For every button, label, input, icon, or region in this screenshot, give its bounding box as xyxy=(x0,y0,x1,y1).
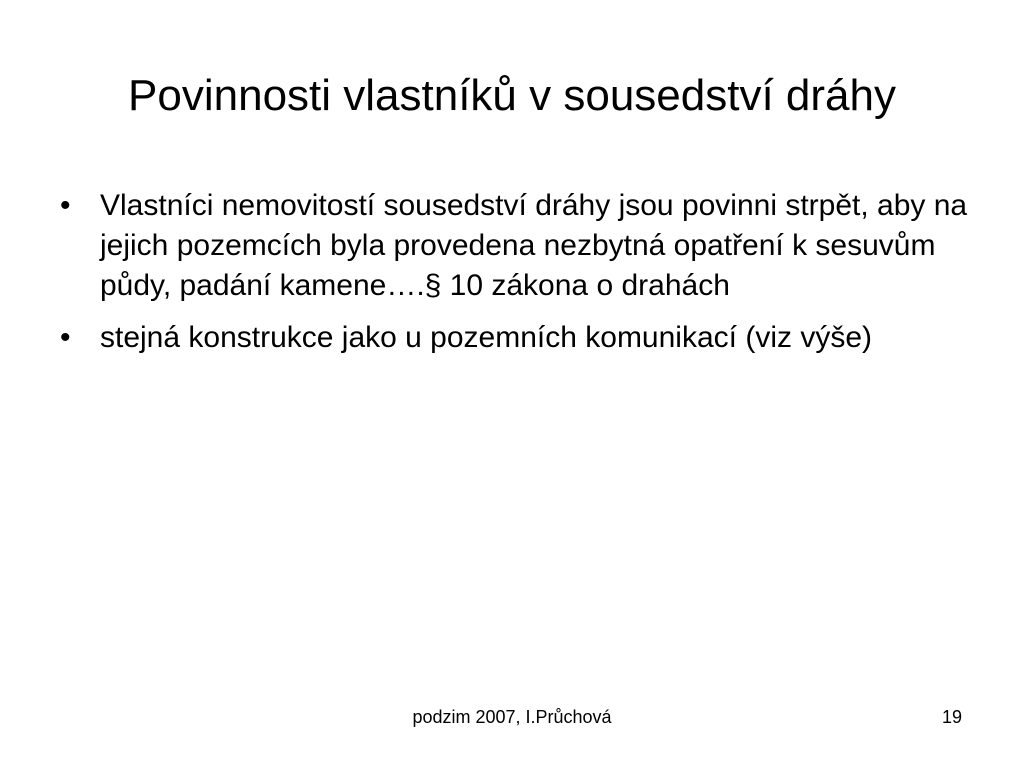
bullet-item-1 xyxy=(60,186,980,306)
bullet-text: Vlastníci nemovitostí sousedství dráhy jsou povinni strpět, aby na jejich pozemcích byla provedena nezbytná opatření k sesuvům půdy, padání kamene….§ 10 zákona o drahách xyxy=(100,189,968,302)
bullet-marker: • xyxy=(60,189,71,222)
footer-author-date: podzim 2007, I.Průchová xyxy=(412,707,612,727)
bullet-item-2 xyxy=(60,318,980,358)
bullet-list xyxy=(60,186,980,370)
bullet-marker: • xyxy=(60,321,71,354)
slide-page-number: 19 xyxy=(941,707,962,727)
bullet-text: stejná konstrukce jako u pozemních komunikací (viz výše) xyxy=(100,321,872,354)
slide-title: Povinnosti vlastníků v sousedství dráhy xyxy=(128,71,896,120)
